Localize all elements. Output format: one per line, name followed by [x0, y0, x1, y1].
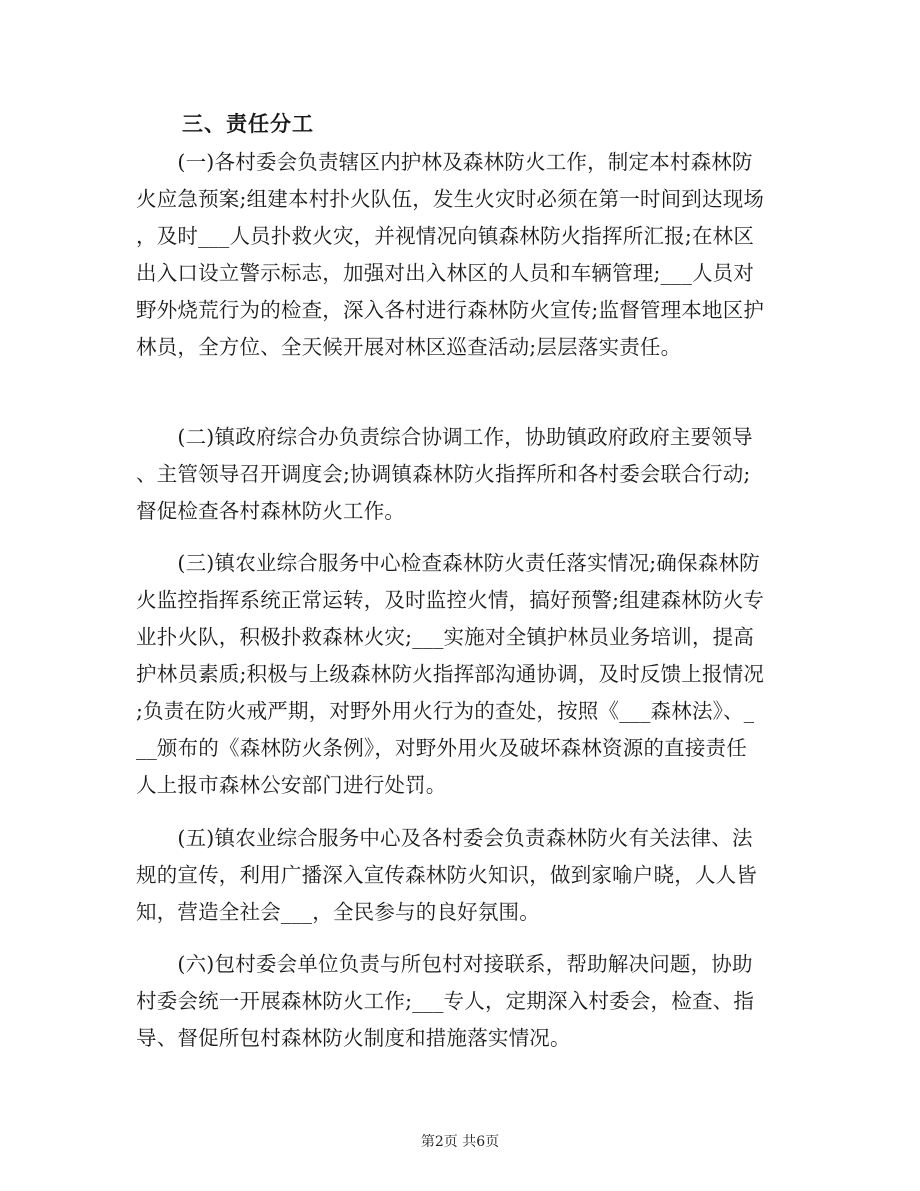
- text-line: 护林员素质;积极与上级森林防火指挥部沟通协调，及时反馈上报情况: [136, 662, 765, 686]
- text-line: (二)镇政府综合办负责综合协调工作，协助镇政府政府主要领导: [136, 425, 753, 449]
- text-line: 督促检查各村森林防火工作。: [136, 499, 406, 523]
- text-line: 火应急预案;组建本村扑火队伍，发生火灾时必须在第一时间到达现场: [136, 187, 765, 211]
- paragraph-5: [136, 946, 786, 1057]
- text-line: (五)镇农业综合服务中心及各村委会负责森林防火有关法律、法: [136, 826, 753, 850]
- paragraph-4: [136, 820, 786, 931]
- text-line: 知，营造全社会___，全民参与的良好氛围。: [136, 900, 540, 924]
- paragraph-3: [136, 545, 786, 804]
- text-line: (三)镇农业综合服务中心检查森林防火责任落实情况;确保森林防: [136, 551, 760, 575]
- section-heading: 三、责任分工: [182, 111, 314, 136]
- text-line: 规的宣传，利用广播深入宣传森林防火知识，做到家喻户晓，人人皆: [136, 863, 757, 887]
- text-line: 出入口设立警示标志，加强对出入林区的人员和车辆管理;___人员对: [136, 261, 755, 285]
- text-line: 野外烧荒行为的检查，深入各村进行森林防火宣传;监督管理本地区护: [136, 298, 765, 322]
- text-line: 业扑火队，积极扑救森林火灾;___实施对全镇护林员业务培训，提高: [136, 625, 755, 649]
- paragraph-1: [136, 144, 786, 366]
- text-line: __颁布的《森林防火条例》，对野外用火及破坏森林资源的直接责任: [136, 736, 747, 760]
- page-number: 第2页 共6页: [420, 1134, 500, 1150]
- text-line: 导、督促所包村森林防火制度和措施落实情况。: [136, 1026, 571, 1050]
- text-line: ;负责在防火戒严期，对野外用火行为的查处，按照《___森林法》、_: [136, 699, 755, 723]
- text-line: 村委会统一开展森林防火工作;___专人，定期深入村委会，检查、指: [136, 989, 755, 1013]
- text-line: 人上报市森林公安部门进行处罚。: [136, 773, 447, 797]
- text-line: ，及时___人员扑救火灾，并视情况向镇森林防火指挥所汇报;在林区: [136, 224, 755, 248]
- text-line: 林员，全方位、全天候开展对林区巡查活动;层层落实责任。: [136, 335, 682, 359]
- paragraph-2: [136, 419, 786, 530]
- text-line: (六)包村委会单位负责与所包村对接联系，帮助解决问题，协助: [136, 952, 753, 976]
- text-line: 、主管领导召开调度会;协调镇森林防火指挥所和各村委会联合行动;: [136, 462, 751, 486]
- text-line: 火监控指挥系统正常运转，及时监控火情，搞好预警;组建森林防火专: [136, 588, 765, 612]
- text-line: (一)各村委会负责辖区内护林及森林防火工作，制定本村森林防: [136, 150, 753, 174]
